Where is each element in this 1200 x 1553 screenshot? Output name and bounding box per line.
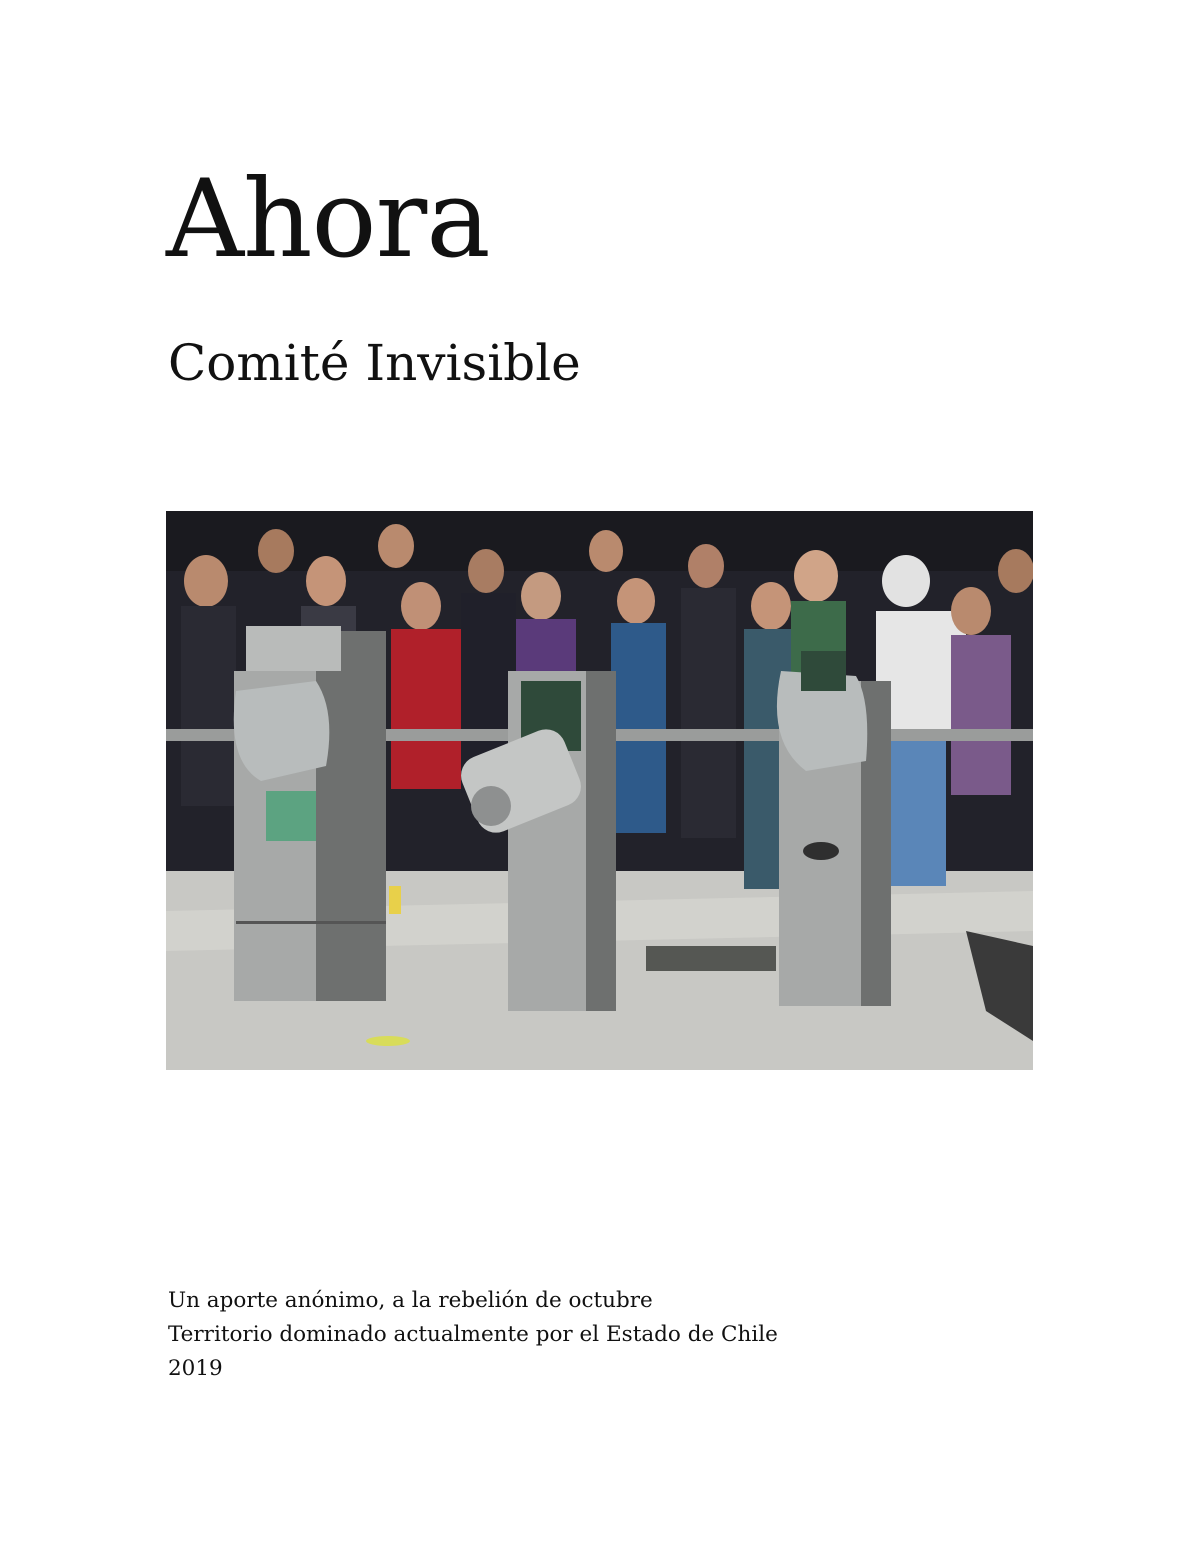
colophon xyxy=(168,1284,778,1386)
debris xyxy=(366,1036,410,1046)
document-title: Ahora xyxy=(166,157,490,282)
colophon-line-2: Territorio dominado actualmente por el Estado de Chile xyxy=(168,1322,778,1347)
photo-icon xyxy=(166,511,1033,1070)
turnstile-left xyxy=(234,626,386,1001)
floor-hatch xyxy=(646,946,776,971)
document-author: Comité Invisible xyxy=(168,334,581,392)
debris-cup xyxy=(389,886,401,914)
colophon-year: 2019 xyxy=(168,1356,223,1381)
cover-photo xyxy=(166,511,1033,1070)
colophon-line-1: Un aporte anónimo, a la rebelión de octubre xyxy=(168,1288,653,1313)
turnstile-right xyxy=(777,651,891,1006)
